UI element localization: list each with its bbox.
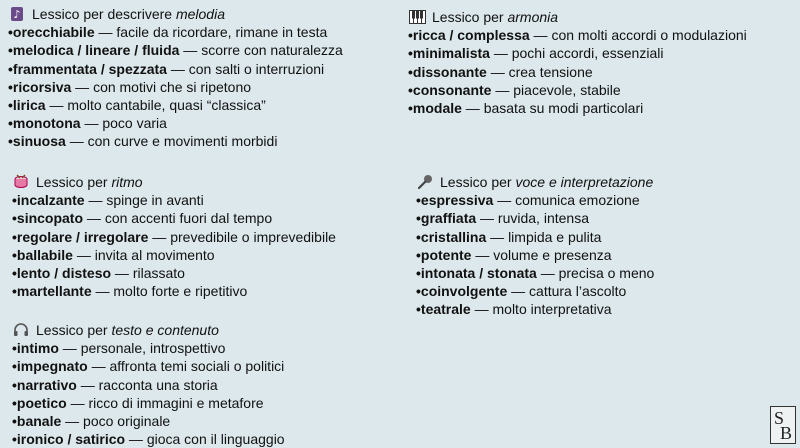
- dash: —: [486, 63, 509, 80]
- term-description: cattura l’ascolto: [529, 283, 627, 300]
- term: narrativo: [16, 376, 77, 393]
- dash: —: [111, 265, 133, 282]
- dash: —: [66, 394, 89, 411]
- dash: —: [125, 431, 147, 448]
- dash: —: [83, 210, 105, 227]
- dash: —: [493, 192, 516, 209]
- list-item: [416, 300, 654, 318]
- list-item: [8, 78, 343, 96]
- term-description: gioca con il linguaggio: [146, 431, 285, 448]
- headphones-icon: [12, 322, 30, 338]
- dash: —: [491, 81, 514, 98]
- term: lirica: [12, 97, 46, 114]
- term-description: comunica emozione: [515, 192, 640, 209]
- list-item: [8, 114, 343, 132]
- dash: —: [166, 60, 189, 77]
- dash: —: [84, 192, 107, 209]
- term: orecchiabile: [12, 24, 95, 41]
- bullet: •: [12, 376, 17, 393]
- bullet: •: [8, 60, 13, 77]
- list-item: [416, 282, 654, 300]
- bullet: •: [408, 81, 413, 98]
- section-ritmo: [12, 173, 336, 300]
- dash: —: [45, 97, 68, 114]
- term: sinuosa: [12, 133, 66, 150]
- dash: —: [71, 78, 94, 95]
- term: potente: [420, 246, 472, 263]
- section-heading: [8, 5, 343, 23]
- term: espressiva: [420, 192, 494, 209]
- term: intimo: [16, 340, 59, 357]
- term-description: con salti o interruzioni: [188, 60, 325, 77]
- section-heading: [12, 173, 336, 191]
- list-item: [12, 228, 336, 246]
- bullet: •: [408, 27, 413, 44]
- dash: —: [58, 340, 81, 357]
- heading-prefix: Lessico per: [440, 174, 512, 190]
- term: ironico / satirico: [16, 431, 126, 448]
- term: ricorsiva: [12, 78, 72, 95]
- term-description: poco originale: [83, 413, 171, 430]
- list-item: [408, 99, 747, 117]
- term: lento / disteso: [16, 265, 112, 282]
- term: monotona: [12, 115, 81, 132]
- term-description: molto cantabile, quasi “classica”: [67, 97, 266, 114]
- bullet: •: [12, 228, 17, 245]
- bullet: •: [12, 246, 17, 263]
- term: teatrale: [420, 301, 471, 318]
- bullet: •: [12, 283, 17, 300]
- term-description: molto interpretativa: [492, 301, 612, 318]
- list-item: [12, 357, 285, 375]
- bullet: •: [12, 265, 17, 282]
- term-list: [416, 191, 654, 318]
- logo-letter-s: S: [774, 408, 785, 428]
- term: graffiata: [420, 210, 477, 227]
- term-description: con motivi che si ripetono: [93, 78, 252, 95]
- list-item: [408, 81, 747, 99]
- bullet: •: [8, 24, 13, 41]
- list-item: [408, 63, 747, 81]
- list-item: [416, 228, 654, 246]
- term-description: crea tensione: [508, 63, 593, 80]
- term-description: prevedibile o imprevedibile: [170, 228, 336, 245]
- bullet: •: [12, 431, 17, 448]
- bullet: •: [12, 358, 17, 375]
- term-description: invita al movimento: [94, 246, 215, 263]
- list-item: [8, 132, 343, 150]
- heading-prefix: Lessico per: [36, 322, 108, 338]
- bullet: •: [416, 192, 421, 209]
- list-item: [12, 191, 336, 209]
- heading-topic: armonia: [507, 9, 559, 25]
- heading-prefix: Lessico per: [432, 9, 504, 25]
- heading-prefix: Lessico per descrivere: [32, 6, 173, 22]
- list-item: [408, 26, 747, 44]
- dash: —: [179, 42, 202, 59]
- drum-icon: [12, 174, 30, 190]
- term-description: poco varia: [102, 115, 167, 132]
- bullet: •: [8, 115, 13, 132]
- list-item: [8, 23, 343, 41]
- term-description: limpida e pulita: [508, 228, 602, 245]
- dash: —: [471, 246, 494, 263]
- list-item: [416, 264, 654, 282]
- bullet: •: [12, 340, 17, 357]
- list-item: [12, 430, 285, 448]
- term-description: racconta una storia: [98, 376, 218, 393]
- term: incalzante: [16, 192, 85, 209]
- piano-keys-icon: [408, 9, 426, 25]
- music-score-icon: [8, 6, 26, 22]
- list-item: [12, 264, 336, 282]
- term: poetico: [16, 394, 67, 411]
- term: ballabile: [16, 246, 73, 263]
- term-list: [12, 339, 285, 448]
- section-heading: [12, 321, 285, 339]
- list-item: [12, 339, 285, 357]
- logo-letter-b: B: [780, 423, 793, 443]
- heading-topic: melodia: [175, 6, 225, 22]
- dash: —: [489, 45, 512, 62]
- term: modale: [412, 100, 462, 117]
- dash: —: [80, 115, 103, 132]
- list-item: [416, 246, 654, 264]
- term: intonata / stonata: [420, 265, 537, 282]
- heading-topic: voce e interpretazione: [515, 174, 654, 190]
- heading-topic: testo e contenuto: [111, 322, 219, 338]
- term: regolare / irregolare: [16, 228, 149, 245]
- dash: —: [65, 133, 88, 150]
- term-list: [408, 26, 747, 117]
- term-description: personale, introspettivo: [80, 340, 226, 357]
- term-description: ricco di immagini e metafore: [88, 394, 264, 411]
- bullet: •: [8, 42, 13, 59]
- dash: —: [72, 246, 95, 263]
- term-description: molto forte e ripetitivo: [113, 283, 248, 300]
- bullet: •: [12, 413, 17, 430]
- term: dissonante: [412, 63, 487, 80]
- bullet: •: [12, 394, 17, 411]
- term: coinvolgente: [420, 283, 508, 300]
- term: ricca / complessa: [412, 27, 530, 44]
- dash: —: [91, 283, 114, 300]
- term-description: piacevole, stabile: [513, 81, 621, 98]
- term: impegnato: [16, 358, 88, 375]
- list-item: [12, 394, 285, 412]
- list-item: [12, 412, 285, 430]
- term-description: facile da ricordare, rimane in testa: [116, 24, 328, 41]
- term: minimalista: [412, 45, 490, 62]
- dash: —: [507, 283, 530, 300]
- list-item: [12, 376, 285, 394]
- term-description: pochi accordi, essenziali: [511, 45, 664, 62]
- bullet: •: [416, 301, 421, 318]
- bullet: •: [8, 78, 13, 95]
- term-list: [12, 191, 336, 300]
- term: frammentata / spezzata: [12, 60, 167, 77]
- bullet: •: [416, 210, 421, 227]
- term: consonante: [412, 81, 492, 98]
- bullet: •: [8, 133, 13, 150]
- svg-text:♪: ♪: [13, 8, 21, 22]
- dash: —: [61, 413, 84, 430]
- microphone-icon: [416, 174, 434, 190]
- dash: —: [148, 228, 171, 245]
- list-item: [12, 209, 336, 227]
- section-heading: [408, 8, 747, 26]
- section-melodia: [8, 5, 343, 151]
- term: martellante: [16, 283, 92, 300]
- bullet: •: [416, 228, 421, 245]
- term-description: ruvida, intensa: [497, 210, 589, 227]
- list-item: [408, 44, 747, 62]
- dash: —: [529, 27, 552, 44]
- bullet: •: [408, 45, 413, 62]
- dash: —: [536, 265, 559, 282]
- term: banale: [16, 413, 62, 430]
- bullet: •: [408, 100, 413, 117]
- heading-prefix: Lessico per: [36, 174, 108, 190]
- term: cristallina: [420, 228, 487, 245]
- section-armonia: [408, 8, 747, 117]
- bullet: •: [408, 63, 413, 80]
- term: melodica / lineare / fluida: [12, 42, 180, 59]
- list-item: [8, 41, 343, 59]
- term-description: volume e presenza: [493, 246, 612, 263]
- dash: —: [476, 210, 498, 227]
- dash: —: [470, 301, 493, 318]
- list-item: [8, 96, 343, 114]
- list-item: [12, 282, 336, 300]
- section-testo: [12, 321, 285, 448]
- bullet: •: [12, 192, 17, 209]
- sb-logo: [770, 406, 796, 444]
- bullet: •: [8, 97, 13, 114]
- dash: —: [461, 100, 484, 117]
- term-description: scorre con naturalezza: [201, 42, 343, 59]
- section-voce: [416, 173, 654, 319]
- bullet: •: [416, 265, 421, 282]
- section-heading: [416, 173, 654, 191]
- list-item: [8, 60, 343, 78]
- dash: —: [486, 228, 509, 245]
- term-description: spinge in avanti: [106, 192, 204, 209]
- bullet: •: [416, 246, 421, 263]
- list-item: [416, 209, 654, 227]
- term-description: rilassato: [132, 265, 185, 282]
- bullet: •: [12, 210, 17, 227]
- term: sincopato: [16, 210, 84, 227]
- term-description: con curve e movimenti morbidi: [87, 133, 278, 150]
- term-description: precisa o meno: [558, 265, 655, 282]
- dash: —: [76, 376, 99, 393]
- list-item: [416, 191, 654, 209]
- term-description: affronta temi sociali o politici: [109, 358, 285, 375]
- list-item: [12, 246, 336, 264]
- term-list: [8, 23, 343, 150]
- heading-topic: ritmo: [111, 174, 143, 190]
- term-description: con molti accordi o modulazioni: [551, 27, 747, 44]
- dash: —: [87, 358, 110, 375]
- term-description: con accenti fuori dal tempo: [104, 210, 273, 227]
- dash: —: [94, 24, 117, 41]
- bullet: •: [416, 283, 421, 300]
- term-description: basata su modi particolari: [483, 100, 644, 117]
